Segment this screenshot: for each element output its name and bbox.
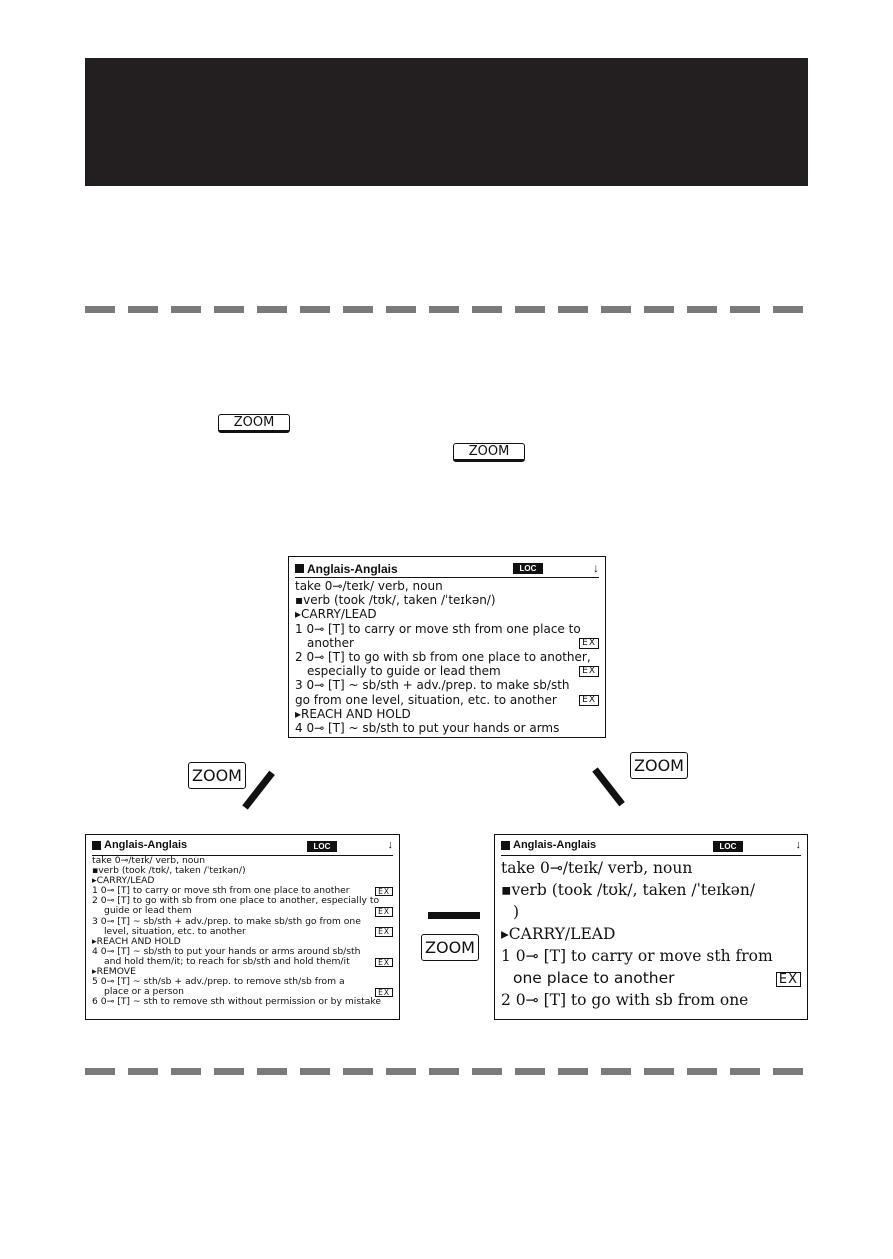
example-button[interactable]: EX [579, 666, 599, 677]
pos-line-cont: ) [513, 903, 520, 921]
section-header-banner [85, 58, 808, 186]
sense-text: go from one level, situation, etc. to another [295, 692, 557, 707]
sense-line: 6 0⊸ [T] ~ sth to remove sth without permission or by mistake [92, 996, 381, 1008]
example-button[interactable]: EX [375, 887, 393, 897]
dictionary-screen-normal [288, 556, 606, 738]
sense-line: 1 0⊸ [T] to carry or move sth from [501, 947, 773, 965]
scroll-down-icon: ↓ [387, 839, 393, 851]
dictionary-title: Anglais-Anglais [307, 561, 398, 576]
loc-badge: LOC [713, 841, 743, 852]
dashed-divider-top [85, 306, 808, 313]
pos-line: ▪verb (took /tʊk/, taken /ˈteɪkən/ [501, 881, 756, 899]
headword-line: take 0⊸/teɪk/ verb, noun [295, 579, 443, 593]
sense-line: 2 0⊸ [T] to go with sb from one place to another, especially to [92, 895, 380, 907]
sense-heading: ▸CARRY/LEAD [501, 925, 616, 943]
zoom-key-icon: ZOOM [218, 414, 290, 433]
zoom-key-icon: ZOOM [188, 762, 246, 789]
sense-text: place or a person [104, 986, 185, 998]
scroll-down-icon: ↓ [795, 839, 801, 851]
scroll-down-icon: ↓ [593, 561, 599, 575]
example-button[interactable]: EX [776, 972, 801, 987]
zoom-switch-bar [428, 912, 480, 919]
example-button[interactable]: EX [579, 695, 599, 706]
dictionary-screen-small [85, 834, 400, 1020]
sense-line: 1 0⊸ [T] to carry or move sth from one place to [295, 621, 581, 636]
screen-header [92, 839, 393, 856]
square-icon [295, 564, 304, 573]
example-button[interactable]: EX [375, 988, 393, 998]
sense-line: 2 0⊸ [T] to go with sb from one place to another, [295, 650, 591, 665]
zoom-key-icon: ZOOM [453, 443, 525, 462]
dictionary-title: Anglais-Anglais [104, 839, 188, 852]
zoom-key-icon: ZOOM [421, 934, 479, 961]
pos-line: ▪verb (took /tʊk/, taken /ˈteɪkən/) [92, 865, 246, 877]
headword-line: take 0⊸/teɪk/ verb, noun [501, 859, 693, 877]
sense-line [92, 957, 393, 967]
entry-body [92, 856, 393, 1007]
example-button[interactable]: EX [375, 927, 393, 937]
sense-heading: ▸CARRY/LEAD [295, 607, 377, 622]
sense-line: 4 0⊸ [T] ~ sb/sth to put your hands or arms around sb/sth [92, 945, 361, 957]
sense-text: guide or lead them [104, 905, 192, 917]
example-button[interactable]: EX [579, 638, 599, 649]
screen-header [501, 839, 801, 856]
sense-heading: ▸REMOVE [92, 966, 136, 978]
entry-body [501, 857, 801, 1011]
zoom-in-arrow-bar [592, 767, 625, 806]
dictionary-screen-large [494, 834, 808, 1020]
sense-text: level, situation, etc. to another [104, 925, 246, 937]
pos-line: ▪verb (took /tʊk/, taken /ˈteɪkən/) [295, 593, 496, 608]
example-button[interactable]: EX [375, 958, 393, 968]
square-icon [92, 841, 101, 850]
dashed-divider-bottom [85, 1068, 808, 1075]
sense-text: 1 0⊸ [T] to carry or move sth from one place to another [92, 885, 350, 897]
sense-heading: ▸REACH AND HOLD [92, 935, 181, 947]
sense-text: especially to guide or lead them [307, 664, 501, 679]
sense-text: another [307, 635, 354, 650]
loc-badge: LOC [513, 563, 543, 574]
screen-header [295, 561, 599, 578]
dictionary-title: Anglais-Anglais [513, 839, 597, 852]
sense-line [295, 636, 599, 650]
sense-text: and hold them/it; to reach for sb/sth and hold them/it [104, 955, 350, 967]
zoom-out-arrow-bar [242, 771, 275, 810]
sense-line: 3 0⊸ [T] ~ sb/sth + adv./prep. to make sb/sth [295, 678, 570, 693]
sense-line [295, 664, 599, 678]
sense-heading: ▸CARRY/LEAD [92, 875, 155, 887]
square-icon [501, 841, 510, 850]
sense-text: one place to another [513, 969, 675, 987]
sense-line [501, 967, 801, 989]
loc-badge: LOC [307, 841, 337, 852]
sense-heading: ▸REACH AND HOLD [295, 706, 411, 721]
headword-line: take 0⊸/teɪk/ verb, noun [92, 855, 206, 866]
sense-line: 4 0⊸ [T] ~ sb/sth to put your hands or arms [295, 721, 560, 736]
zoom-key-icon: ZOOM [630, 752, 688, 779]
sense-line: 5 0⊸ [T] ~ sth/sb + adv./prep. to remove sth/sb from a [92, 976, 345, 988]
sense-line: 3 0⊸ [T] ~ sb/sth + adv./prep. to make sb/sth go from one [92, 915, 361, 927]
sense-line [295, 693, 599, 707]
example-button[interactable]: EX [375, 907, 393, 917]
entry-body [295, 579, 599, 735]
sense-line: 2 0⊸ [T] to go with sb from one [501, 991, 749, 1009]
